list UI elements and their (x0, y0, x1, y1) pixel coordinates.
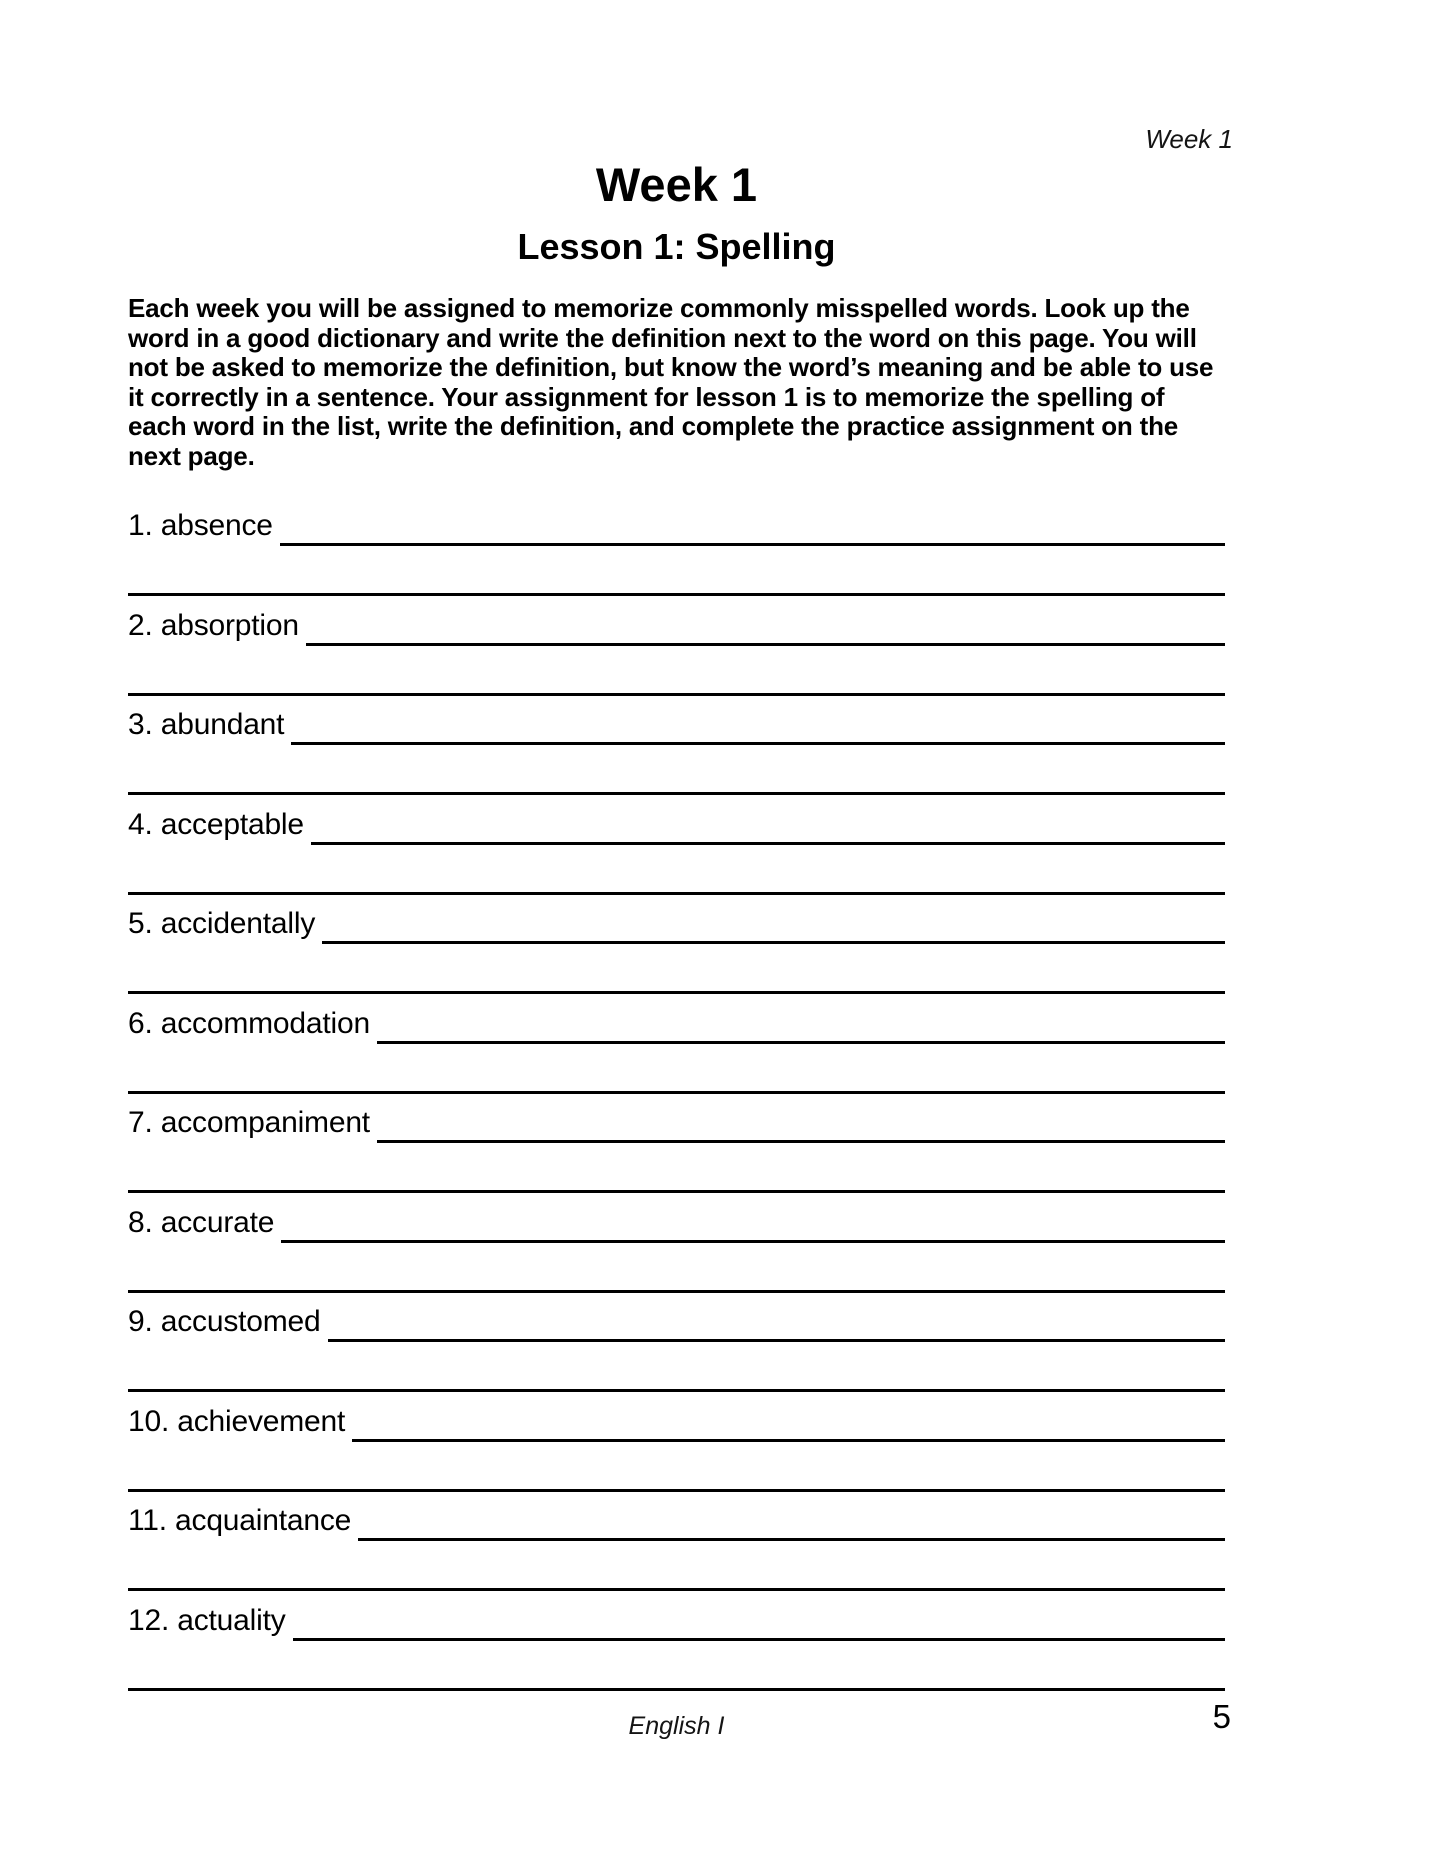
word-text: accustomed (160, 1305, 321, 1339)
definition-blank-line (128, 1091, 1225, 1094)
word-number: 12. (128, 1604, 170, 1638)
definition-blank-line (128, 693, 1225, 696)
word-number: 8. (128, 1205, 153, 1239)
word-number: 7. (128, 1106, 153, 1140)
definition-blank-line (128, 1588, 1225, 1591)
word-text: absence (160, 509, 273, 542)
word-item (128, 1401, 1225, 1501)
instructions-paragraph (128, 294, 1308, 472)
definition-blank-line (128, 1190, 1225, 1193)
footer-course-label: English I (628, 1712, 725, 1740)
word-label (128, 1202, 274, 1243)
definition-write-line (291, 704, 1225, 745)
word-row (128, 1401, 1225, 1442)
definition-write-line (352, 1401, 1225, 1442)
word-row (128, 1500, 1225, 1541)
definition-blank-line (128, 991, 1225, 994)
definition-write-line (306, 605, 1225, 646)
word-text: achievement (177, 1404, 346, 1438)
word-item (128, 505, 1225, 605)
definition-blank-line (128, 1290, 1225, 1293)
word-number: 9. (128, 1305, 153, 1339)
word-number: 1. (128, 509, 153, 542)
word-number: 3. (128, 708, 153, 742)
word-text: actuality (177, 1604, 286, 1638)
word-item (128, 1202, 1225, 1302)
word-row (128, 1102, 1225, 1143)
definition-blank-line (128, 593, 1225, 596)
definition-blank-line (128, 1688, 1225, 1691)
instructions-line: it correctly in a sentence. Your assignment for lesson 1 is to memorize the spelling of (128, 381, 1165, 412)
word-row (128, 903, 1225, 944)
word-label (128, 505, 273, 546)
word-number: 10. (128, 1404, 170, 1438)
word-number: 6. (128, 1006, 153, 1040)
definition-blank-line (128, 792, 1225, 795)
word-text: acceptable (160, 807, 304, 841)
instructions-line: Each week you will be assigned to memorize commonly misspelled words. Look up the (128, 293, 1190, 323)
definition-write-line (280, 505, 1225, 546)
word-item (128, 1102, 1225, 1202)
word-text: acquaintance (175, 1504, 352, 1538)
word-label (128, 1003, 370, 1044)
word-label (128, 605, 299, 646)
definition-write-line (377, 1003, 1225, 1044)
word-number: 11. (128, 1504, 167, 1538)
word-row (128, 1301, 1225, 1342)
word-number: 2. (128, 608, 153, 642)
instructions-line: word in a good dictionary and write the definition next to the word on this page. You will (128, 322, 1197, 353)
instructions-line: not be asked to memorize the definition, but know the word’s meaning and be able to use (128, 352, 1214, 383)
word-row (128, 605, 1225, 646)
word-label (128, 704, 284, 745)
word-label (128, 1401, 345, 1442)
word-number: 5. (128, 907, 153, 941)
instructions-line: each word in the list, write the definition, and complete the practice assignment on the (128, 411, 1179, 442)
definition-blank-line (128, 892, 1225, 895)
word-item (128, 1500, 1225, 1600)
word-item (128, 804, 1225, 904)
word-row (128, 1202, 1225, 1243)
word-label (128, 1301, 321, 1342)
definition-write-line (328, 1301, 1225, 1342)
instructions-line: next page. (128, 440, 255, 471)
word-text: accompaniment (160, 1106, 370, 1140)
definition-write-line (281, 1202, 1225, 1243)
definition-write-line (358, 1500, 1225, 1541)
word-number: 4. (128, 807, 153, 841)
definition-blank-line (128, 1489, 1225, 1492)
word-label (128, 1500, 351, 1541)
word-item (128, 1301, 1225, 1401)
word-text: absorption (160, 608, 299, 642)
word-label (128, 1600, 286, 1641)
word-text: abundant (160, 708, 285, 742)
footer-page-number: 5 (1212, 1698, 1231, 1735)
definition-write-line (293, 1600, 1225, 1641)
word-item (128, 704, 1225, 804)
word-row (128, 1003, 1225, 1044)
word-row (128, 704, 1225, 745)
word-label (128, 903, 315, 944)
word-item (128, 1003, 1225, 1103)
lesson-subtitle: Lesson 1: Spelling (517, 226, 836, 267)
word-list (128, 505, 1225, 1700)
word-row (128, 505, 1225, 546)
running-header: Week 1 (1145, 124, 1233, 154)
word-text: accidentally (160, 907, 316, 941)
definition-write-line (322, 903, 1225, 944)
definition-write-line (377, 1102, 1225, 1143)
word-item (128, 1600, 1225, 1700)
word-row (128, 1600, 1225, 1641)
word-item (128, 605, 1225, 705)
word-text: accurate (160, 1205, 275, 1239)
page-title: Week 1 (595, 158, 758, 211)
word-label (128, 1102, 370, 1143)
word-text: accommodation (160, 1006, 370, 1040)
definition-write-line (311, 804, 1225, 845)
definition-blank-line (128, 1389, 1225, 1392)
word-row (128, 804, 1225, 845)
word-label (128, 804, 304, 845)
word-item (128, 903, 1225, 1003)
